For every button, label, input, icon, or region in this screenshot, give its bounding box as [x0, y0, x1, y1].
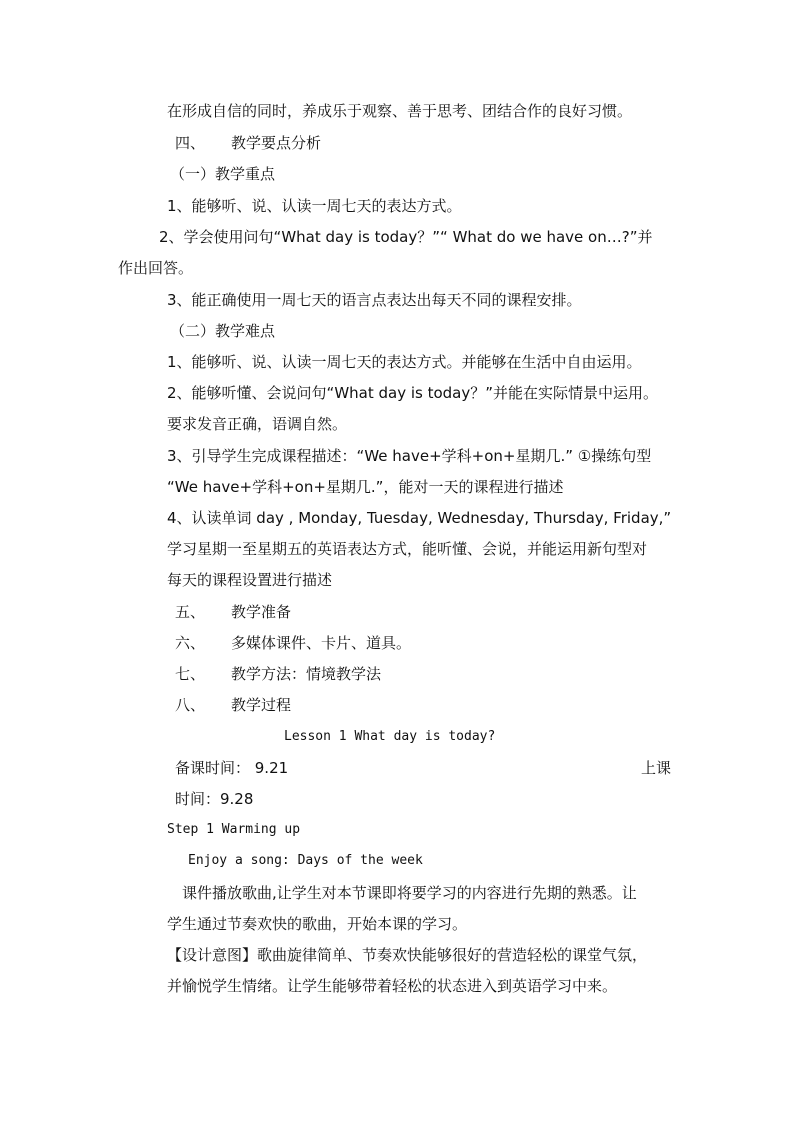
- section-number: 五、: [175, 603, 206, 621]
- text-line: 3、引导学生完成课程描述：“We have+学科+on+星期几.” ①操练句型: [167, 447, 652, 465]
- text-line: 并愉悦学生情绪。让学生能够带着轻松的状态进入到英语学习中来。: [167, 977, 618, 995]
- step-heading: Step 1 Warming up: [167, 822, 301, 837]
- section-heading: 教学要点分析: [231, 134, 322, 152]
- class-time-value: 时间：9.28: [175, 790, 254, 808]
- text-line: 学习星期一至星期五的英语表达方式，能听懂、会说，并能运用新句型对: [167, 540, 648, 558]
- section-heading: 教学过程: [231, 696, 292, 714]
- activity-line: Enjoy a song: Days of the week: [188, 853, 423, 868]
- section-number: 四、: [175, 134, 206, 152]
- design-intent-line: 【设计意图】歌曲旋律简单、节奏欢快能够很好的营造轻松的课堂气氛，: [167, 946, 648, 964]
- text-line: 1、能够听、说、认读一周七天的表达方式。: [167, 197, 462, 215]
- section-heading: 多媒体课件、卡片、道具。: [231, 634, 412, 652]
- text-line: 3、能正确使用一周七天的语言点表达出每天不同的课程安排。: [167, 291, 582, 309]
- lesson-title: Lesson 1 What day is today?: [284, 729, 496, 744]
- text-line: 4、认读单词 day , Monday, Tuesday, Wednesday, Thursday, Friday,”: [167, 509, 672, 527]
- subsection-heading: （二）教学难点: [170, 322, 276, 340]
- prep-time: 备课时间： 9.21: [175, 759, 289, 777]
- text-line: 2、学会使用问句“What day is today？”“ What do we have on…?”并: [159, 228, 653, 246]
- section-number: 八、: [175, 696, 206, 714]
- class-time-label: 上课: [641, 759, 672, 777]
- text-line: 2、能够听懂、会说问句“What day is today？”并能在实际情景中运用。: [167, 384, 659, 402]
- text-line: 在形成自信的同时，养成乐于观察、善于思考、团结合作的良好习惯。: [167, 102, 633, 120]
- section-heading: 教学准备: [231, 603, 292, 621]
- text-line: 学生通过节奏欢快的歌曲，开始本课的学习。: [167, 915, 468, 933]
- section-number: 六、: [175, 634, 206, 652]
- text-line: “We have+学科+on+星期几.”，能对一天的课程进行描述: [167, 478, 564, 496]
- subsection-heading: （一）教学重点: [170, 165, 276, 183]
- text-line: 作出回答。: [118, 259, 194, 277]
- section-number: 七、: [175, 665, 206, 683]
- section-heading: 教学方法：情境教学法: [231, 665, 382, 683]
- text-line: 每天的课程设置进行描述: [167, 571, 333, 589]
- text-line: 要求发音正确，语调自然。: [167, 415, 348, 433]
- text-line: 1、能够听、说、认读一周七天的表达方式。并能够在生活中自由运用。: [167, 353, 642, 371]
- text-line: 课件播放歌曲,让学生对本节课即将要学习的内容进行先期的熟悉。让: [182, 884, 637, 902]
